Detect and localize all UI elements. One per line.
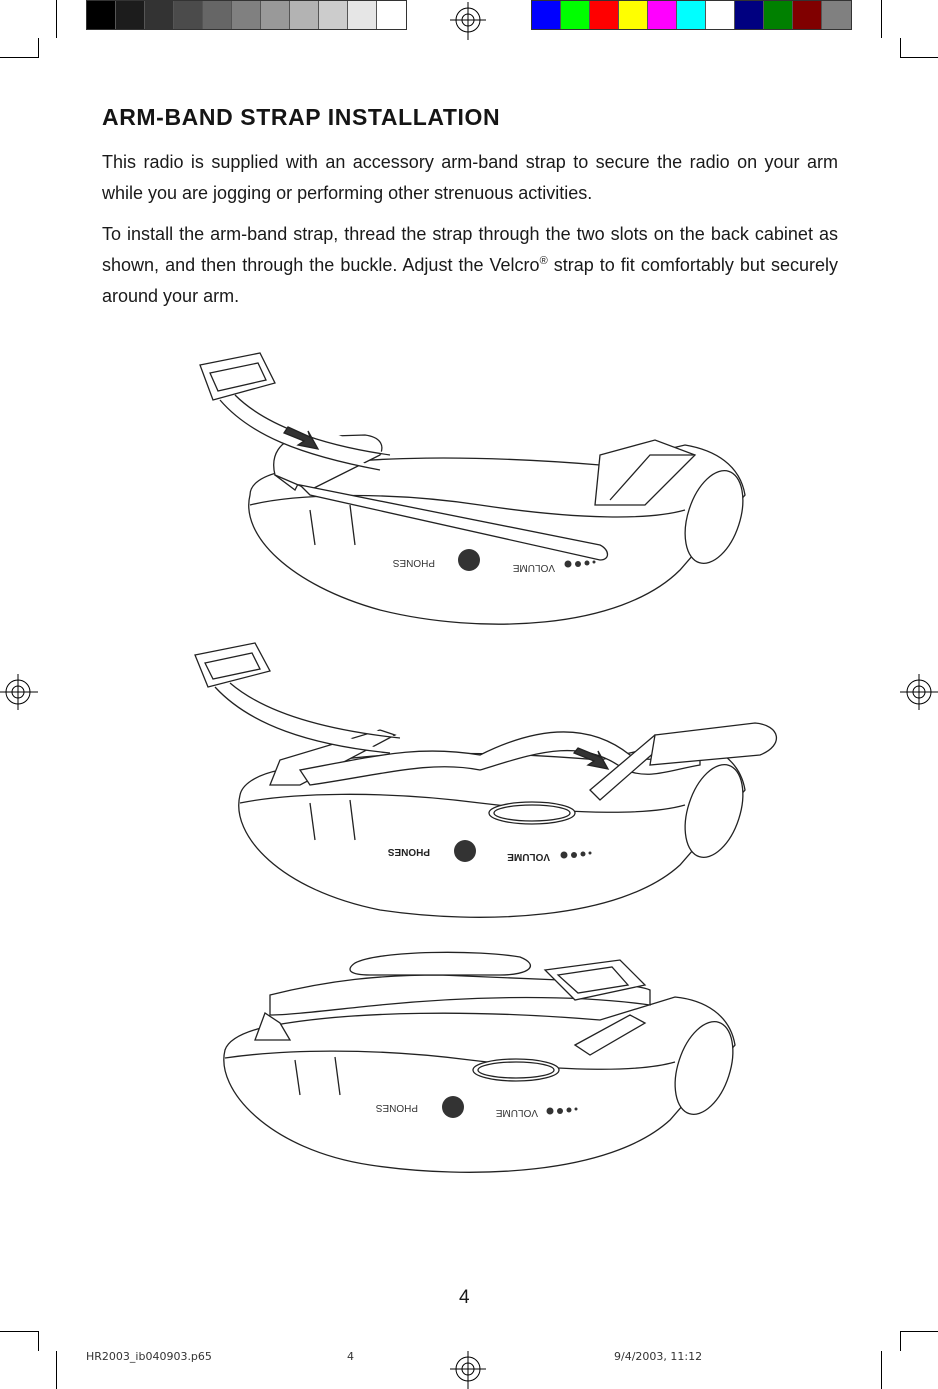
registered-mark: ® xyxy=(539,255,548,267)
registration-mark-icon xyxy=(0,672,40,712)
registration-mark-icon xyxy=(448,1349,488,1389)
color-swatch xyxy=(145,1,174,29)
phones-label: PHONES xyxy=(375,1102,418,1113)
phones-label: PHONES xyxy=(392,557,435,568)
color-swatch xyxy=(290,1,319,29)
crop-mark xyxy=(900,1331,938,1332)
crop-mark xyxy=(0,1331,38,1332)
color-swatch xyxy=(764,1,793,29)
color-swatch xyxy=(619,1,648,29)
color-swatch xyxy=(261,1,290,29)
color-swatch xyxy=(735,1,764,29)
crop-mark xyxy=(900,57,938,58)
section-heading: ARM-BAND STRAP INSTALLATION xyxy=(102,104,501,130)
color-swatch xyxy=(203,1,232,29)
instruction-paragraph xyxy=(102,219,838,312)
crop-mark xyxy=(56,1351,57,1389)
color-swatch xyxy=(377,1,406,29)
footer-page: 4 xyxy=(347,1350,354,1363)
instruction-text-part: strap to fit comfortably but securely around your arm. xyxy=(102,255,838,306)
color-swatch xyxy=(677,1,706,29)
color-swatch xyxy=(706,1,735,29)
crop-mark xyxy=(900,1331,901,1351)
registration-mark-icon xyxy=(898,672,938,712)
volume-label: VOLUME xyxy=(507,851,550,862)
crop-mark xyxy=(900,38,901,58)
radio-strap-step-1-illustration xyxy=(180,345,770,635)
grayscale-bar xyxy=(86,0,407,30)
color-swatch xyxy=(348,1,377,29)
instruction-text-part: To install the arm-band strap, thread the strap through the two slots on the back cabinet as shown, and then through the buckle. Adjust the Velcro xyxy=(102,224,838,275)
color-swatch xyxy=(822,1,851,29)
crop-mark xyxy=(38,38,39,58)
page-number: 4 xyxy=(459,1287,470,1308)
color-swatch xyxy=(532,1,561,29)
phones-label: PHONES xyxy=(387,846,430,857)
registration-mark-icon xyxy=(448,2,488,42)
footer-datetime: 9/4/2003, 11:12 xyxy=(614,1350,703,1363)
crop-mark xyxy=(56,0,57,38)
radio-strap-step-3-illustration xyxy=(180,945,770,1180)
color-bar xyxy=(531,0,852,30)
color-swatch xyxy=(232,1,261,29)
color-swatch xyxy=(116,1,145,29)
crop-mark xyxy=(881,1351,882,1389)
color-swatch xyxy=(648,1,677,29)
color-swatch xyxy=(561,1,590,29)
color-swatch xyxy=(87,1,116,29)
radio-strap-step-2-illustration xyxy=(180,635,790,925)
crop-mark xyxy=(881,0,882,38)
color-swatch xyxy=(590,1,619,29)
volume-label: VOLUME xyxy=(512,562,555,573)
volume-label: VOLUME xyxy=(495,1107,538,1118)
color-swatch xyxy=(793,1,822,29)
color-swatch xyxy=(319,1,348,29)
footer-filename: HR2003_ib040903.p65 xyxy=(86,1350,212,1363)
crop-mark xyxy=(0,57,38,58)
crop-mark xyxy=(38,1331,39,1351)
color-swatch xyxy=(174,1,203,29)
intro-paragraph: This radio is supplied with an accessory arm-band strap to secure the radio on your arm while you are jogging or performing other strenuous activities. xyxy=(102,152,838,203)
